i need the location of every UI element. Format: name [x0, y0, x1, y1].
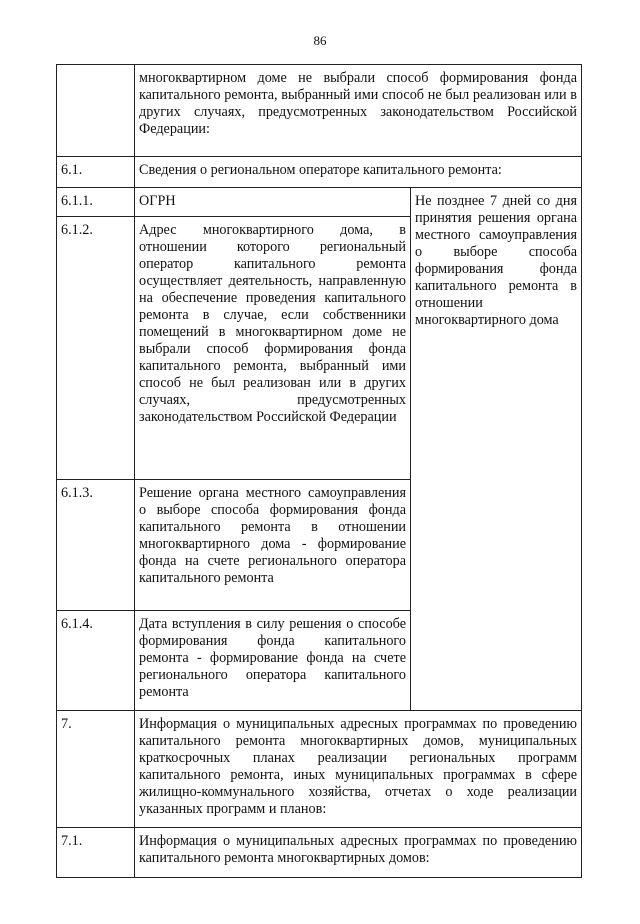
table-row [57, 828, 582, 878]
row-number-cell: 6.1.3. [57, 480, 135, 611]
page-number: 86 [313, 33, 327, 48]
row-text-cell: Информация о муниципальных адресных программах по проведению капитального ремонта многоквартирных домов: [135, 828, 582, 878]
row-text-cell: многоквартирном доме не выбрали способ формирования фонда капитального ремонта, выбранный ими способ не был реализован или в других случаях, предусмотренных законодательством Российской Федерации: [135, 65, 582, 157]
row-text-cell: Адрес многоквартирного дома, в отношении которого региональный оператор капитального ремонта осуществляет деятельность, направленную на обеспечение проведения капитального ремонта в случае, если собственники помещений в многоквартирном доме не выбрали способ формирования фонда капитального ремонта, выбранный ими способ не был реализован или в других случаях, предусмотренных законодательством Российской Федерации [135, 217, 411, 480]
requirements-table [56, 64, 582, 878]
row-number-cell: 7.1. [57, 828, 135, 878]
row-text-cell: ОГРН [135, 188, 411, 217]
table-row [57, 65, 582, 157]
row-number-cell: 6.1.4. [57, 611, 135, 711]
row-text-cell: Решение органа местного самоуправления о выборе способа формирования фонда капитального ремонта в отношении многоквартирного дома - формирование фонда на счете регионального оператора капитального ремонта [135, 480, 411, 611]
row-number-cell: 6.1.1. [57, 188, 135, 217]
table-row [57, 157, 582, 188]
deadline-cell: Не позднее 7 дней со дня принятия решения органа местного самоуправления о выборе способа формирования фонда капитального ремонта в отношении многоквартирного дома [411, 188, 582, 711]
row-number-cell: 6.1. [57, 157, 135, 188]
row-text-cell: Сведения о региональном операторе капитального ремонта: [135, 157, 582, 188]
row-text-cell: Информация о муниципальных адресных программах по проведению капитального ремонта многоквартирных домов, муниципальных краткосрочных планах реализации региональных программ капитального ремонта, иных муниципальных программах в сфере жилищно-коммунального хозяйства, отчетах о ходе реализации указанных программ и планов: [135, 711, 582, 828]
row-number-cell [57, 65, 135, 157]
row-number-cell: 6.1.2. [57, 217, 135, 480]
row-text-cell: Дата вступления в силу решения о способе формирования фонда капитального ремонта - формирование фонда на счете регионального оператора капитального ремонта [135, 611, 411, 711]
table-row [57, 188, 582, 217]
row-number-cell: 7. [57, 711, 135, 828]
table-row [57, 711, 582, 828]
